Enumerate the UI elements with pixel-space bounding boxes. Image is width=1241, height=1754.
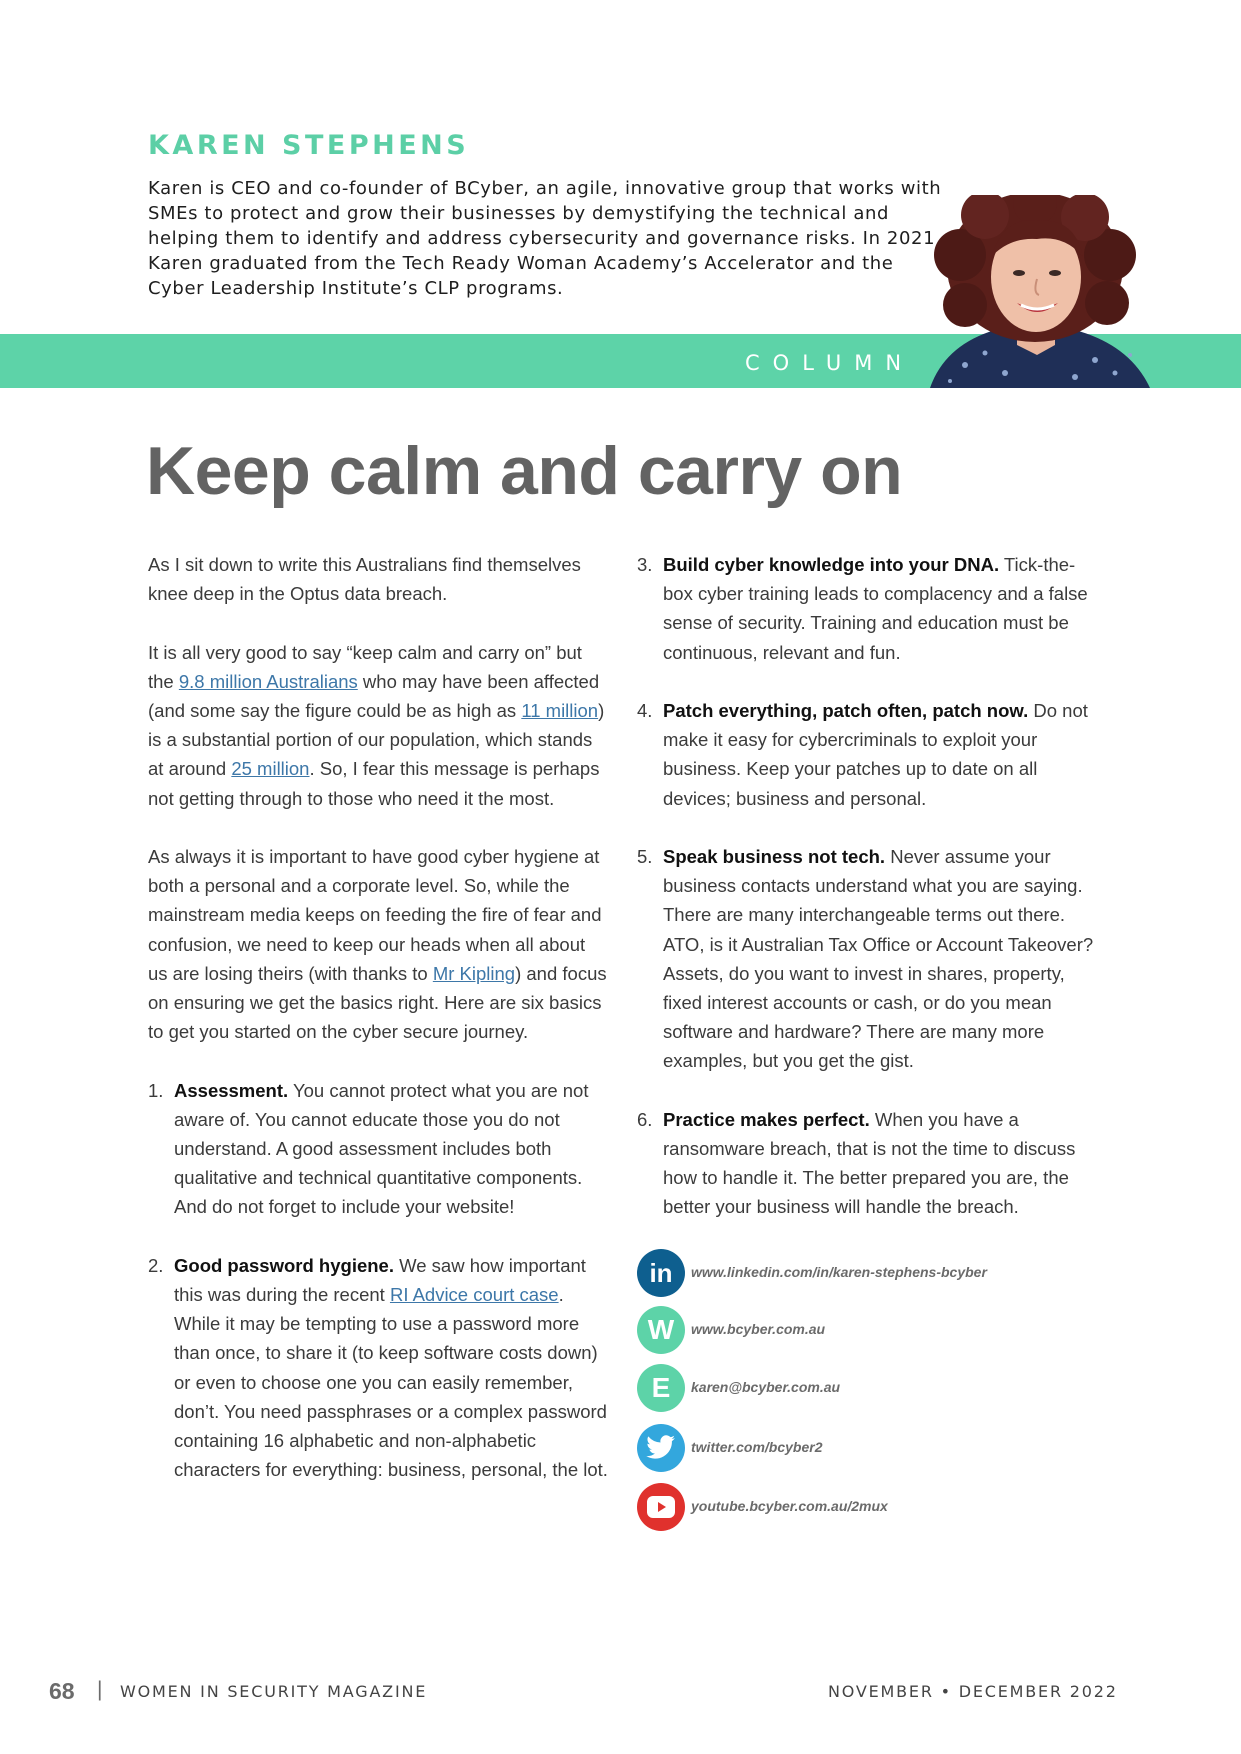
author-bio: Karen is CEO and co-founder of BCyber, an agile, innovative group that works with SMEs to protect and grow their businesses by demystifying the technical and helping them to identify and address cybersecurity and governance risks. In 2021 Karen graduated from the Tech Ready Woman Academy’s Accelerator and the Cyber Leadership Institute’s CLP programs. [148, 178, 942, 299]
youtube-icon [637, 1483, 685, 1531]
footer-separator: | [97, 1678, 103, 1701]
optus-paragraph [148, 638, 608, 813]
list-item [637, 842, 1102, 1076]
link-11-million[interactable]: 11 million [521, 700, 599, 721]
list-item-text: Tick-the-box cyber training leads to complacency and a false sense of security. Training and education must be continuous, relevant and fun. [663, 554, 1088, 663]
text-run: As always it is important to have good cyber hygiene at both a personal and a corporate level. So, while the mainstream media keeps on feeding the fire of fear and confusion, we need to keep our heads when all about us are losing theirs (with thanks to [148, 846, 602, 984]
website-icon: W [637, 1306, 685, 1354]
list-number: 3. [637, 554, 653, 575]
hygiene-paragraph [148, 842, 608, 1046]
social-label[interactable]: www.bcyber.com.au [691, 1321, 826, 1337]
twitter-icon [637, 1424, 685, 1472]
author-name: KAREN STEPHENS [148, 130, 470, 161]
section-label: COLUMN [745, 351, 915, 375]
article-column-right [637, 550, 1102, 1251]
page-number: 68 [49, 1678, 75, 1704]
list-item-title: Good password hygiene. [174, 1254, 394, 1276]
social-website[interactable] [637, 1306, 1057, 1356]
list-item-text: . While it may be tempting to use a password more than once, to share it (to keep software costs down) or even to choose one you can easily remember, don’t. You need passphrases or a complex password containing 16 alphabetic and non-alphabetic characters for everything: business, personal, the lot. [174, 1284, 608, 1481]
link-9-8-million[interactable]: 9.8 million Australians [178, 670, 358, 692]
list-item-text: Do not make it easy for cybercriminals to exploit your business. Keep your patches up to date on all devices; business and personal. [663, 700, 1088, 809]
list-item [148, 1251, 608, 1485]
social-label[interactable]: youtube.bcyber.com.au/2mux [691, 1498, 888, 1514]
link-mr-kipling[interactable]: Mr Kipling [432, 962, 516, 984]
link-ri-advice[interactable]: RI Advice court case [389, 1284, 559, 1306]
list-number: 4. [637, 700, 653, 721]
text-run: ) is a substantial portion of our population, which stands at around [148, 700, 605, 780]
list-item [637, 696, 1102, 813]
social-twitter[interactable] [637, 1424, 1057, 1474]
text-run: ) and focus on ensuring we get the basics right. Here are six basics to get you started on the cyber secure journey. [148, 962, 607, 1043]
issue-date: NOVEMBER • DECEMBER 2022 [828, 1682, 1118, 1701]
list-item-text: When you have a ransomware breach, that is not the time to discuss how to handle it. The better prepared you are, the better your business will handle the breach. [663, 1108, 1076, 1218]
social-youtube[interactable] [637, 1483, 1057, 1533]
social-label[interactable]: karen@bcyber.com.au [691, 1379, 841, 1395]
list-number: 2. [148, 1254, 164, 1276]
social-label[interactable]: www.linkedin.com/in/karen-stephens-bcyber [691, 1264, 987, 1280]
list-number: 6. [637, 1108, 653, 1130]
list-item [637, 550, 1102, 667]
text-run: who may have been affected (and some say the figure could be as high as [148, 670, 600, 721]
list-item-title: Speak business not tech. [663, 846, 886, 867]
link-25-million[interactable]: 25 million [231, 758, 310, 780]
text-run: . So, I fear this message is perhaps not getting through to those who need it the most. [148, 758, 600, 809]
text-run: It is all very good to say “keep calm and carry on” but the [148, 641, 582, 692]
list-item-title: Practice makes perfect. [663, 1108, 870, 1130]
list-number: 5. [637, 846, 653, 867]
list-number: 1. [148, 1079, 164, 1101]
social-label[interactable]: twitter.com/bcyber2 [691, 1439, 823, 1455]
intro-paragraph: As I sit down to write this Australians find themselves knee deep in the Optus data breach. [148, 554, 581, 605]
list-item-title: Build cyber knowledge into your DNA. [663, 554, 1000, 575]
social-email[interactable] [637, 1364, 1057, 1414]
author-portrait [925, 195, 1160, 388]
list-item-text: You cannot protect what you are not aware of. You cannot educate those you do not understand. A good assessment includes both qualitative and technical quantitative components. And do not forget to include your website! [174, 1079, 589, 1218]
list-item-text: We saw how important this was during the recent [174, 1254, 586, 1306]
headline: Keep calm and carry on [146, 433, 903, 509]
list-item-title: Assessment. [174, 1079, 289, 1101]
list-item-text: Never assume your business contacts understand what you are saying. There are many interchangeable terms out there. ATO, is it Australian Tax Office or Account Takeover? Assets, do you want to invest in shares, property, fixed interest accounts or cash, or do you mean software and hardware? There are many more examples, but you get the gist. [663, 846, 1094, 1072]
linkedin-icon: in [637, 1249, 685, 1297]
article-column-left [148, 550, 608, 1514]
magazine-name: WOMEN IN SECURITY MAGAZINE [120, 1682, 428, 1701]
list-item [148, 1076, 608, 1222]
email-icon: E [637, 1364, 685, 1412]
list-item [637, 1105, 1102, 1222]
social-linkedin[interactable] [637, 1249, 1057, 1299]
list-item-title: Patch everything, patch often, patch now. [663, 700, 1029, 721]
